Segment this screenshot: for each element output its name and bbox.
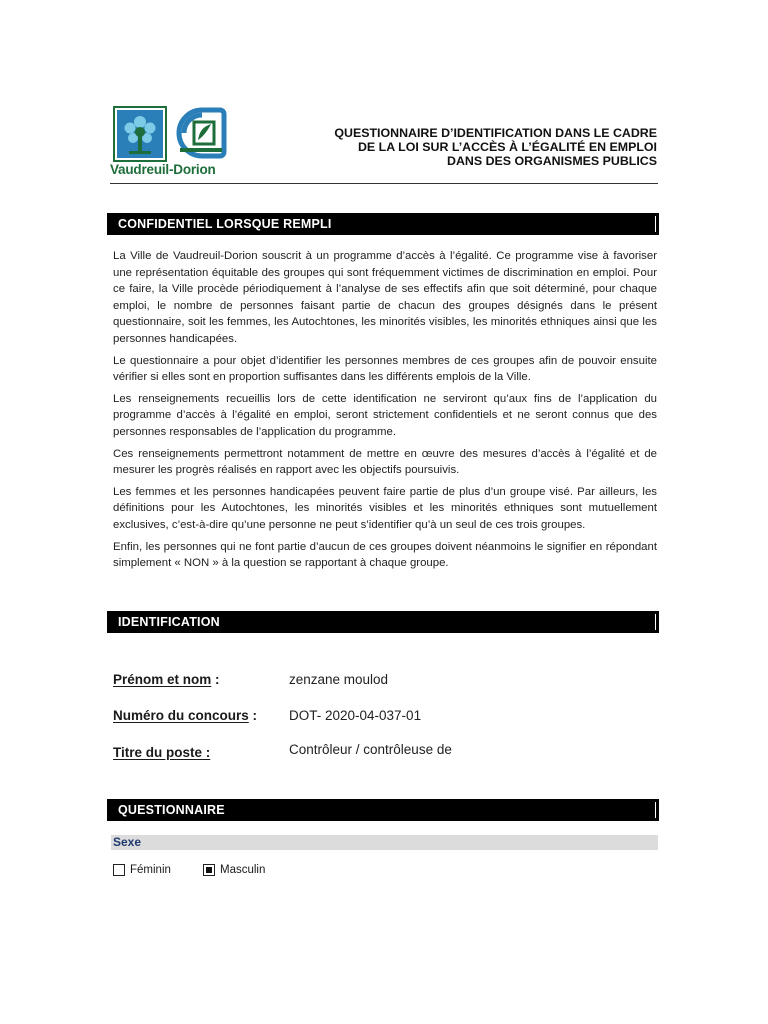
vaudreuil-dorion-logo: [110, 104, 234, 180]
paragraph: Le questionnaire a pour objet d’identifier les personnes membres de ces groupes afin de pouvoir ensuite vérifier si elles sont en proportion suffisantes dans les différents emplois de la Ville.: [113, 354, 657, 384]
post-label: Titre du poste :: [113, 745, 211, 760]
contest-field[interactable]: DOT- 2020-04-037-01: [289, 708, 422, 723]
paragraph: La Ville de Vaudreuil-Dorion souscrit à un programme d’accès à l’égalité. Ce programme vise à favoriser une représentation équitable des groupes qui sont fréquemment victimes de discrimination en emploi. Pour ce faire, la Ville procède périodiquement à l’analyse de ses effectifs afin que soit déterminé, pour chaque emploi, le nombre de personnes faisant partie de chacun des groupes désignés dans le présent questionnaire, soit les femmes, les Autochtones, les minorités visibles, les minorités ethniques ainsi que les personnes handicapées.: [113, 250, 657, 345]
paragraph: Ces renseignements permettront notamment de mettre en œuvre des mesures d’accès à l’égalité et de mesurer les progrès réalisés en rapport avec les objectifs poursuivis.: [113, 447, 657, 477]
tree-emblem-icon: [113, 106, 167, 162]
intro-text: [113, 248, 657, 577]
document-title: [297, 126, 657, 168]
checkbox-masculin[interactable]: [203, 864, 215, 876]
paragraph: Les renseignements recueillis lors de cette identification ne serviront qu’aux fins de l’application du programme d’accès à l’égalité en emploi, seront strictement confidentiels et ne seront connus que des personnes responsables de l’application du programme.: [113, 392, 657, 438]
paragraph: Les femmes et les personnes handicapées peuvent faire partie de plus d’un groupe visé. Par ailleurs, les définitions pour les Autochtones, les minorités visibles et les minorités ethniques sont mutuellement exclusives, c’est-à-dire qu’une personne ne peut s’identifier qu’à un seul de ces trois groupes.: [113, 485, 657, 531]
post-field[interactable]: Contrôleur / contrôleuse de: [289, 742, 452, 757]
section-bar-identification: IDENTIFICATION: [107, 611, 659, 633]
checkbox-feminin[interactable]: [113, 864, 125, 876]
org-name: Vaudreuil-Dorion: [110, 162, 216, 177]
option-feminin[interactable]: [113, 864, 171, 876]
section-bar-questionnaire: QUESTIONNAIRE: [107, 799, 659, 821]
name-field[interactable]: zenzane moulod: [289, 672, 389, 687]
option-label: Masculin: [220, 864, 266, 876]
contest-label: Numéro du concours :: [113, 708, 258, 723]
section-bar-confidential: CONFIDENTIEL LORSQUE REMPLI: [107, 213, 659, 235]
name-label: Prénom et nom :: [113, 672, 220, 687]
title-line: QUESTIONNAIRE D’IDENTIFICATION DANS LE CADRE: [334, 126, 657, 140]
title-line: DANS DES ORGANISMES PUBLICS: [447, 154, 657, 168]
option-label: Féminin: [130, 864, 171, 876]
sex-subheader: Sexe: [111, 835, 658, 850]
cd-emblem-icon: [174, 106, 228, 160]
title-line: DE LA LOI SUR L’ACCÈS À L’ÉGALITÉ EN EMPLOI: [357, 140, 657, 154]
paragraph: Enfin, les personnes qui ne font partie d’aucun de ces groupes doivent néanmoins le signifier en répondant simplement « NON » à la question se rapportant à chaque groupe.: [113, 540, 657, 570]
option-masculin[interactable]: [203, 864, 265, 876]
header-divider: [110, 183, 658, 184]
